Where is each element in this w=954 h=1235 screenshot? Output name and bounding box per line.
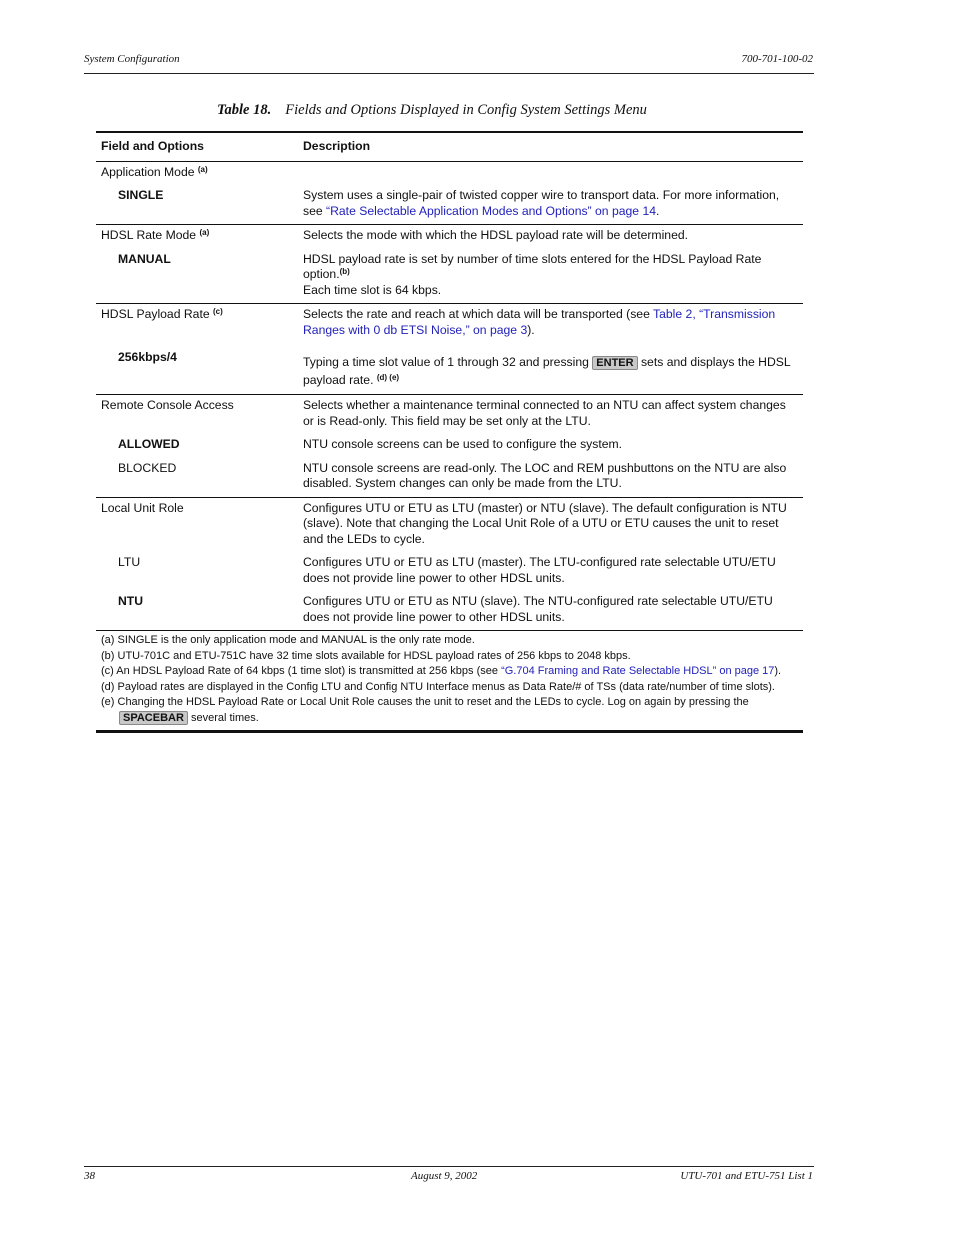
option-allowed-description: NTU console screens can be used to configure the system.: [303, 437, 623, 451]
table-row: [96, 304, 803, 344]
option-manual: MANUAL: [96, 249, 298, 304]
table-row: [96, 395, 803, 435]
table-row: [96, 458, 803, 498]
option-single-description: System uses a single-pair of twisted copper wire to transport data. For more information, see “Rate Selectable Application Modes and Options” on page 14.: [298, 185, 803, 225]
running-header-right: 700-701-100-02: [741, 53, 813, 65]
cross-reference-link[interactable]: “G.704 Framing and Rate Selectable HDSL” on page 17: [501, 665, 775, 677]
option-blocked: BLOCKED: [96, 458, 298, 498]
header-description: Description: [298, 132, 803, 161]
cross-reference-link[interactable]: Table 2, “Transmission Ranges with 0 db ETSI Noise,” on page 3: [303, 307, 776, 337]
table-row: [96, 249, 803, 304]
field-remote-console-description: Selects whether a maintenance terminal connected to an NTU can affect system changes or is Read-only. This field may be set only at the LTU.: [303, 398, 786, 428]
field-hdsl-payload-rate: HDSL Payload Rate $^{(c)}$: [101, 307, 223, 321]
table-row: [96, 185, 803, 225]
option-256kbps-description: Typing a time slot value of 1 through 32 and pressing ENTER sets and displays the HDSL payload rate. $^{(d) (e)}$: [298, 343, 803, 395]
option-manual-description: HDSL payload rate is set by number of time slots entered for the HDSL Payload Rate option.$^{(b)}$ Each time slot is 64 kbps.: [298, 249, 803, 304]
option-ltu-description: Configures UTU or ETU as LTU (master). The LTU-configured rate selectable UTU/ETU does not provide line power to other HDSL units.: [303, 555, 776, 585]
footer-date: August 9, 2002: [411, 1170, 478, 1182]
field-hdsl-payload-rate-description: Selects the rate and reach at which data will be transported (see Table 2, “Transmission Ranges with 0 db ETSI Noise,” on page 3).: [303, 307, 776, 337]
table-row: [96, 225, 803, 249]
footnote-ref: (a): [199, 228, 210, 237]
table-footnotes: [96, 630, 803, 733]
config-table: [96, 131, 803, 733]
footnote-e-continued: SPACEBAR several times.: [101, 711, 798, 727]
option-ltu: LTU: [118, 555, 141, 569]
field-local-unit-role: Local Unit Role: [101, 500, 184, 515]
table-caption: [217, 102, 647, 119]
footer-rule: [84, 1166, 814, 1167]
footnote-ref: (b): [339, 267, 350, 276]
table-row: [96, 161, 803, 185]
table-row: [96, 497, 803, 552]
field-hdsl-rate-mode: HDSL Rate Mode $^{(a)}$: [101, 228, 210, 242]
field-local-unit-role-description: Configures UTU or ETU as LTU (master) or NTU (slave). The default configuration is NTU (slave). Note that changing the Local Unit Role of a UTU or ETU causes the unit to reset and the LEDs to cycle.: [303, 500, 787, 546]
option-ntu: NTU: [118, 594, 144, 608]
table-row: [96, 591, 803, 630]
field-application-mode: Application Mode $^{(a)}$: [101, 164, 208, 179]
field-remote-console-access: Remote Console Access: [101, 398, 234, 412]
option-allowed: ALLOWED: [118, 437, 180, 451]
running-header-left: System Configuration: [84, 53, 180, 65]
table-row: [96, 434, 803, 458]
page-number: 38: [84, 1170, 95, 1182]
footnote-ref: (a): [197, 164, 208, 174]
option-256kbps: 256kbps/4: [96, 343, 298, 395]
option-single: SINGLE: [96, 185, 298, 225]
footnote-c: (c) An HDSL Payload Rate of 64 kbps (1 time slot) is transmitted at 256 kbps (see “G.704 Framing and Rate Selectable HDSL” on page 17).: [101, 665, 782, 677]
caption-title: Fields and Options Displayed in Config System Settings Menu: [285, 102, 647, 118]
caption-number: Table 18.: [217, 102, 272, 118]
enter-key: ENTER: [592, 356, 637, 370]
option-ntu-description: Configures UTU or ETU as NTU (slave). The NTU-configured rate selectable UTU/ETU does not provide line power to other HDSL units.: [303, 594, 773, 624]
header-field-and-options: Field and Options: [96, 132, 298, 161]
footnote-b: (b) UTU-701C and ETU-751C have 32 time slots available for HDSL payload rates of 256 kbps to 2048 kbps.: [101, 649, 631, 662]
table-row: [96, 552, 803, 591]
footnote-ref: (c): [213, 307, 223, 316]
footnote-d: (d) Payload rates are displayed in the Config LTU and Config NTU Interface menus as Data Rate/# of TSs (data rate/number of time slots).: [101, 680, 775, 693]
footnote-e: (e) Changing the HDSL Payload Rate or Local Unit Role causes the unit to reset and the LEDs to cycle. Log on again by pressing the: [101, 696, 749, 708]
table-row: [96, 343, 803, 395]
footnote-a: (a) SINGLE is the only application mode and MANUAL is the only rate mode.: [101, 634, 475, 646]
option-blocked-description: NTU console screens are read-only. The LOC and REM pushbuttons on the NTU are also disabled. System changes can only be made from the LTU.: [298, 458, 803, 498]
field-hdsl-rate-mode-description: Selects the mode with which the HDSL payload rate will be determined.: [303, 228, 689, 242]
footnote-ref: (d) (e): [376, 373, 400, 382]
header-rule: [84, 73, 814, 74]
cross-reference-link[interactable]: “Rate Selectable Application Modes and Options” on page 14: [326, 203, 657, 218]
footer-product: UTU-701 and ETU-751 List 1: [680, 1170, 813, 1182]
spacebar-key: SPACEBAR: [119, 711, 188, 725]
